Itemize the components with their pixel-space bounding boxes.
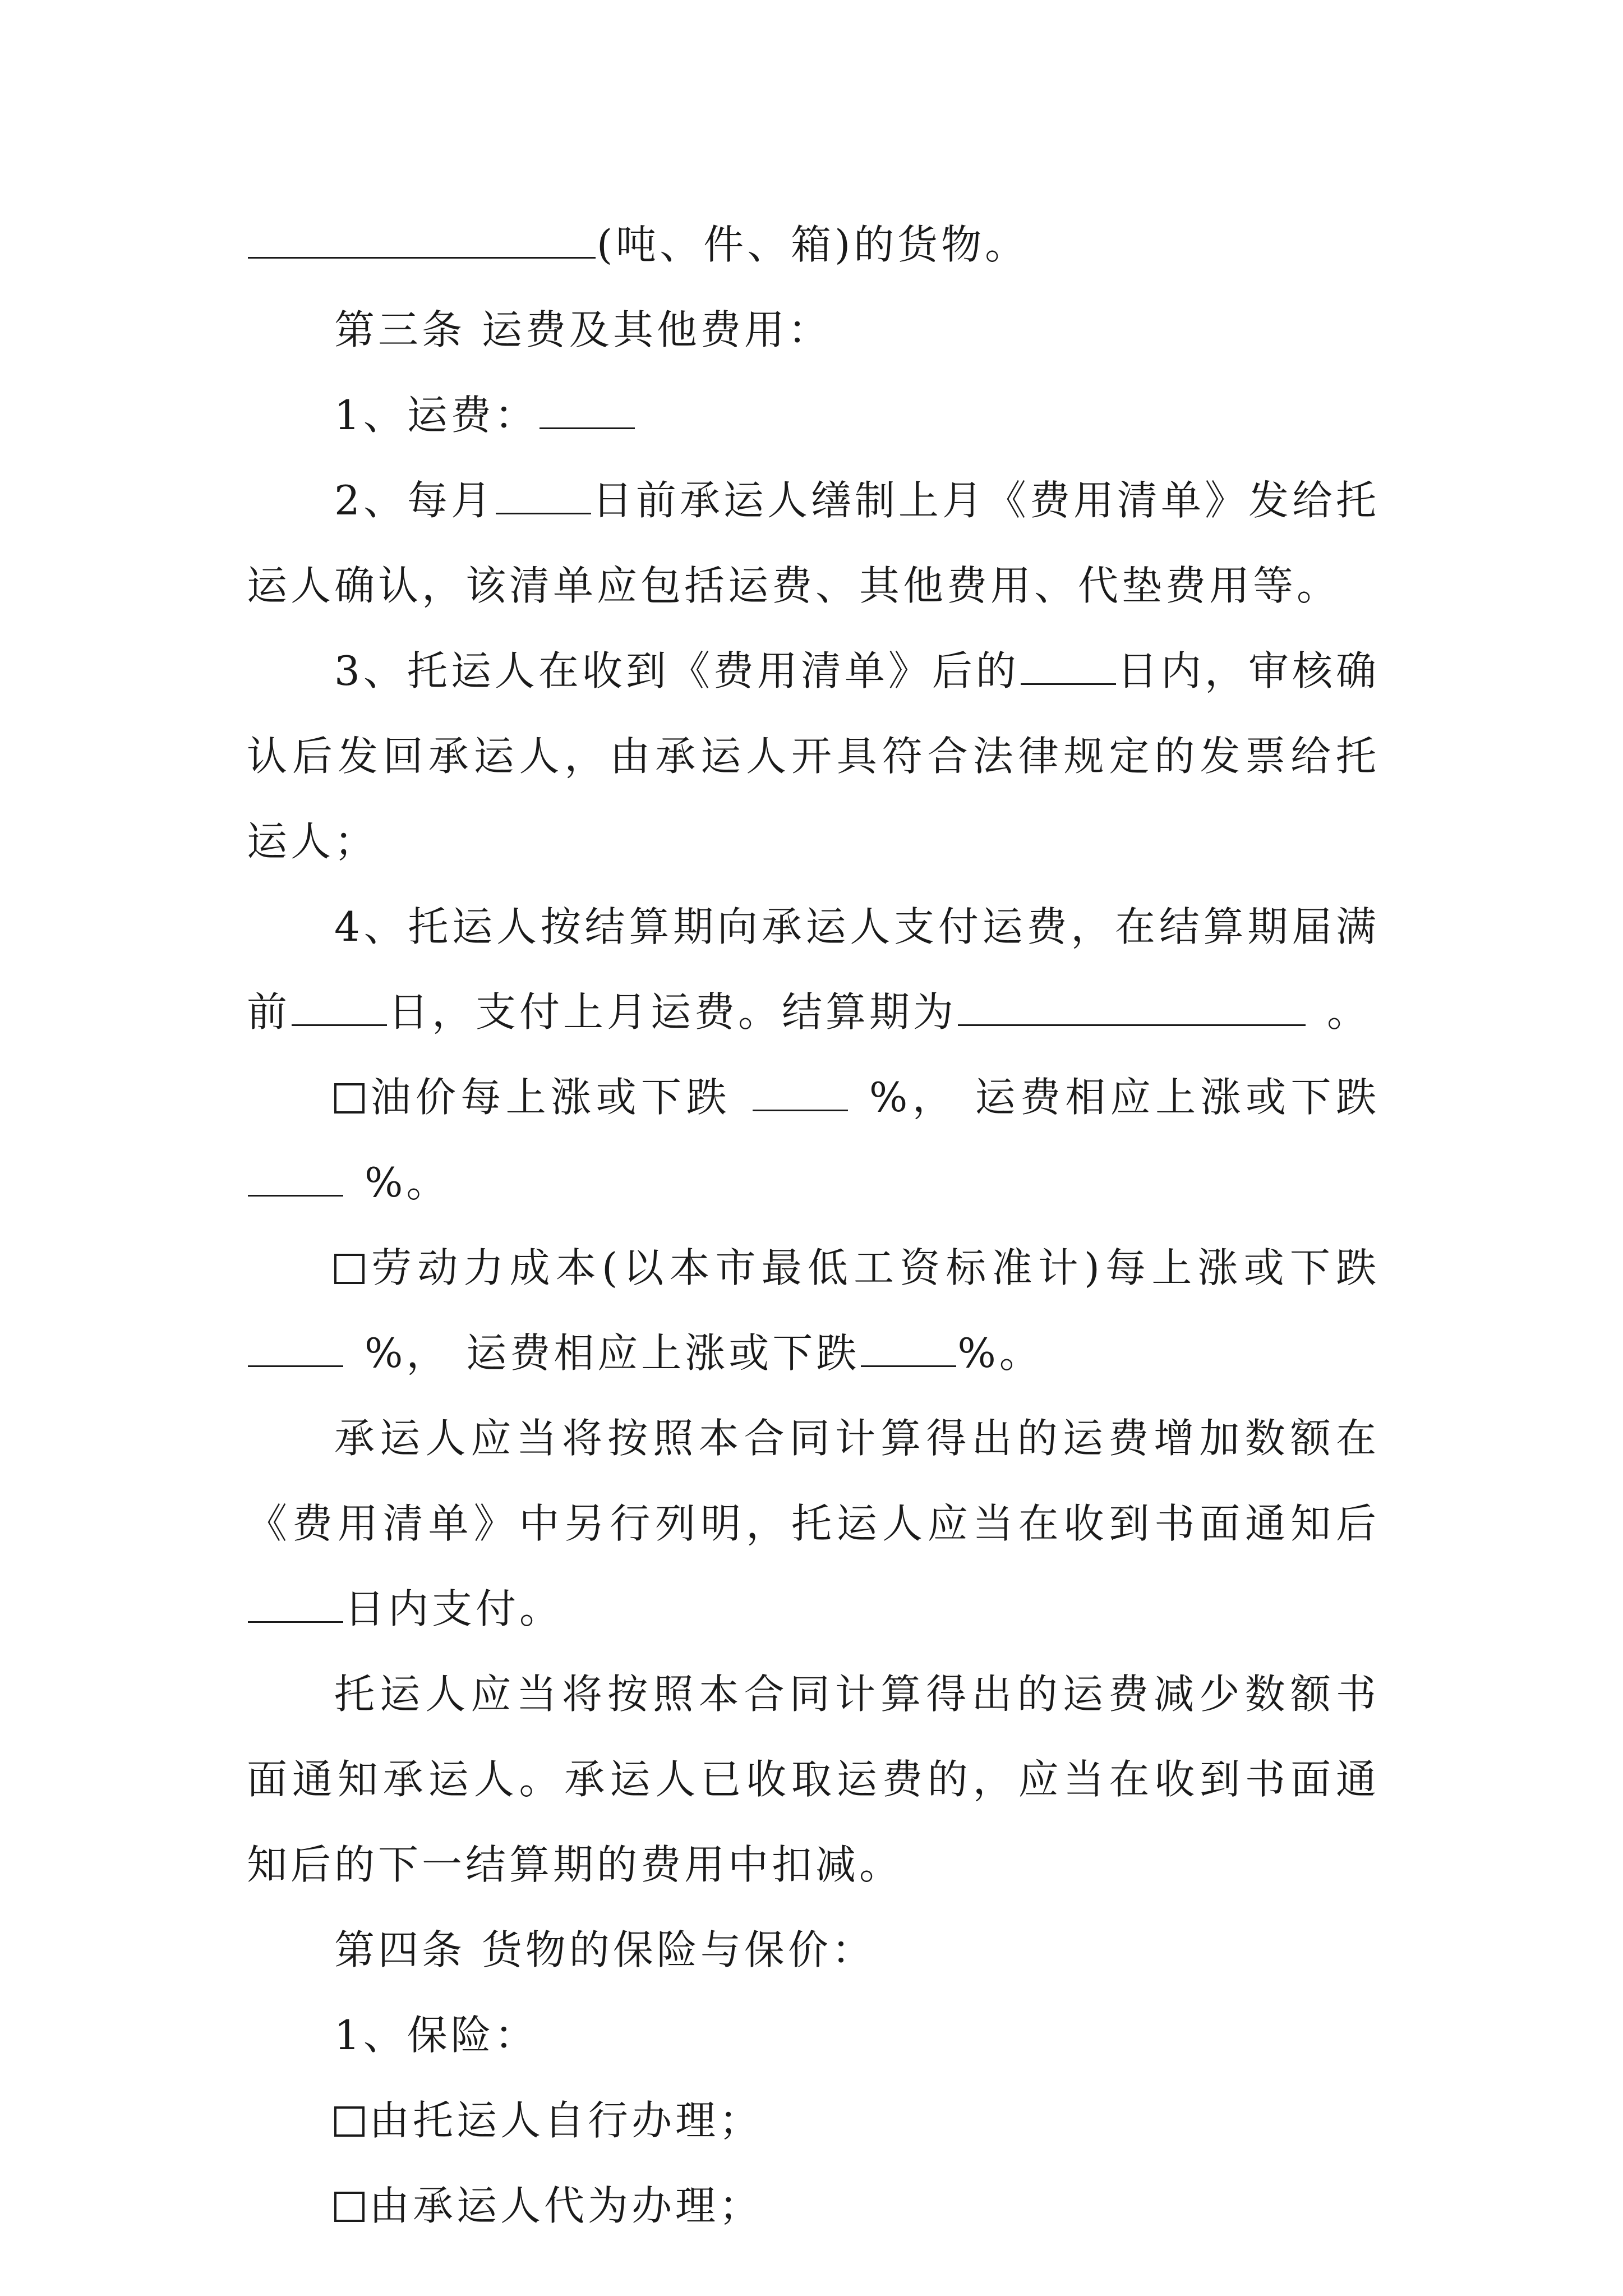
cargo-line (247, 202, 1380, 287)
review-prefix: 3、托运人在收到《费用清单》后的 (334, 647, 1020, 694)
labor-cost-end: %。 (957, 1329, 1043, 1377)
payment-item (247, 884, 1380, 1055)
payment-end: 。 (1327, 988, 1371, 1036)
freight-item (247, 372, 1380, 458)
review-days-blank (1021, 644, 1116, 685)
oil-price-checkbox[interactable] (334, 1083, 365, 1114)
increase-text: 承运人应当将按照本合同计算得出的运费增加数额在《费用清单》中另行列明，托运人应当在收到书面通知后 (247, 1415, 1380, 1547)
insurance-label: 1、保险： (334, 2012, 538, 2059)
labor-cost-checkbox[interactable] (334, 1254, 365, 1284)
statement-prefix: 2、每月 (334, 477, 495, 524)
cargo-unit-text: (吨、件、箱)的货物。 (597, 221, 1029, 268)
oil-freight-percent-blank (248, 1156, 343, 1197)
statement-item (247, 458, 1380, 628)
insurance-option-carrier (247, 2163, 1380, 2248)
settlement-period-blank (958, 985, 1306, 1026)
labor-cost-option (247, 1225, 1380, 1396)
cargo-quantity-blank (248, 218, 596, 259)
review-item (247, 628, 1380, 884)
payment-middle: 日，支付上月运费。结算期为 (388, 988, 957, 1036)
insurance-shipper-checkbox[interactable] (334, 2106, 365, 2137)
insurance-carrier-text: 由承运人代为办理； (369, 2182, 763, 2229)
increase-paragraph (247, 1396, 1380, 1651)
insurance-option-shipper (247, 2078, 1380, 2163)
payment-days-blank (292, 985, 387, 1026)
labor-cost-prefix: 劳动力成本(以本市最低工资标准计)每上涨或下跌 (369, 1244, 1380, 1291)
increase-days-blank (248, 1582, 343, 1623)
oil-price-end: %。 (365, 1159, 450, 1206)
article-4-heading: 第四条 货物的保险与保价： (334, 1926, 875, 1973)
insurance-shipper-text: 由托运人自行办理； (369, 2097, 763, 2144)
oil-price-prefix: 油价每上涨或下跌 (369, 1074, 731, 1121)
oil-price-percent-blank (753, 1070, 848, 1111)
article-3-heading: 第三条 运费及其他费用： (334, 306, 832, 353)
review-text: 日内，审核确认后发回承运人，由承运人开具符合法律规定的发票给托运人； (247, 647, 1380, 865)
payment-prefix: 4、托运人按结算期向承运人支付运费，在结算期届满前 (247, 903, 1380, 1036)
insurance-carrier-checkbox[interactable] (334, 2192, 365, 2222)
oil-price-mid: %， 运费相应上涨或下跌 (869, 1074, 1380, 1121)
statement-day-blank (496, 473, 591, 514)
labor-freight-percent-blank (861, 1326, 956, 1367)
labor-cost-percent-blank (248, 1326, 343, 1367)
freight-blank (540, 388, 635, 429)
freight-label: 1、运费： (334, 392, 538, 439)
document-body (247, 202, 1380, 2248)
oil-price-option (247, 1055, 1380, 1225)
decrease-paragraph: 托运人应当将按照本合同计算得出的运费减少数额书面通知承运人。承运人已收取运费的，应当在收到书面通知后的下一结算期的费用中扣减。 (247, 1671, 1380, 1888)
increase-end: 日内支付。 (344, 1585, 564, 1632)
statement-text: 日前承运人缮制上月《费用清单》发给托运人确认，该清单应包括运费、其他费用、代垫费用等。 (247, 477, 1380, 609)
labor-cost-mid: %， 运费相应上涨或下跌 (365, 1329, 860, 1377)
